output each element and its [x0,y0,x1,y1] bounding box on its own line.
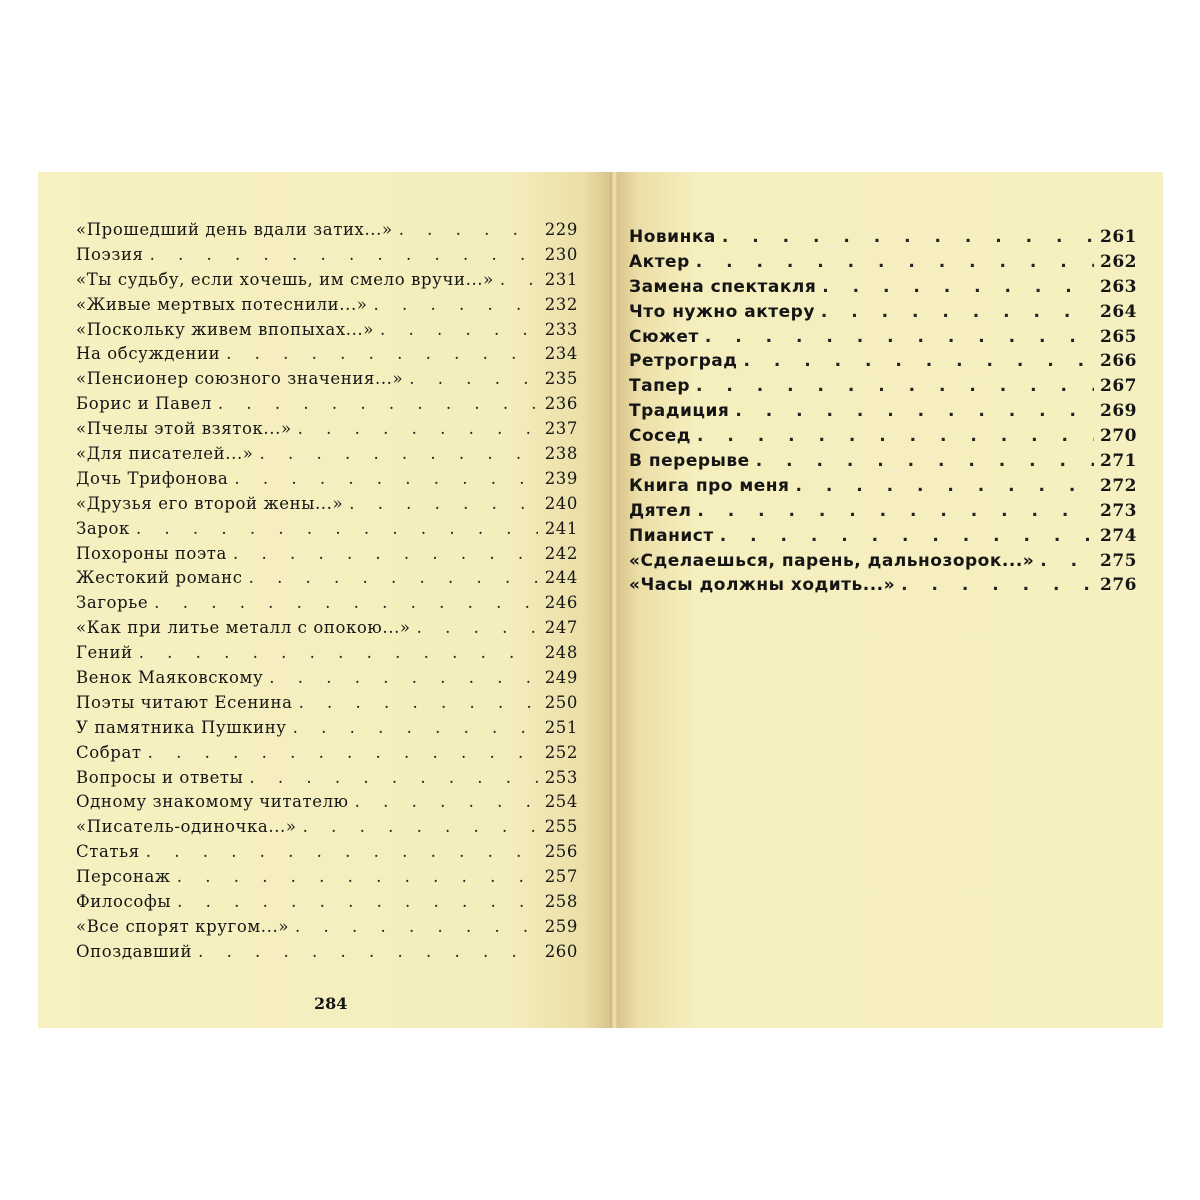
toc-entry-title: Философы [76,892,172,912]
toc-entry-title: «Все спорят кругом...» [76,916,290,936]
toc-entry-page: 276 [1100,575,1137,596]
toc-entry [76,915,578,940]
dot-leader [269,666,538,691]
dot-leader [233,542,538,567]
dot-leader [146,840,538,865]
dot-leader [249,566,538,591]
toc-entry-title: Книга про меня [629,475,790,496]
toc-entry [629,499,1137,524]
toc-entry-page: 255 [544,817,578,837]
toc-entry-title: Замена спектакля [629,276,817,297]
toc-entry-page: 238 [544,444,578,464]
dot-leader [148,741,538,766]
toc-entry-page: 264 [1100,301,1137,322]
toc-entry [76,591,578,616]
toc-entry-page: 251 [544,717,578,737]
toc-entry [629,275,1137,300]
right-page [617,172,1163,1028]
dot-leader [722,225,1094,250]
toc-list-right [629,225,1137,598]
toc-entry-page: 230 [544,244,578,264]
toc-entry-page: 252 [544,742,578,762]
dot-leader [303,815,538,840]
toc-entry-page: 232 [544,294,578,314]
toc-entry-page: 274 [1100,525,1137,546]
dot-leader [293,716,538,741]
toc-entry [76,342,578,367]
toc-entry-title: Гений [76,643,133,663]
toc-entry-title: Дочь Трифонова [76,468,229,488]
toc-entry-page: 270 [1100,426,1137,447]
toc-entry [76,318,578,343]
dot-leader [259,442,538,467]
toc-entry-title: Сосед [629,426,691,447]
dot-leader [299,691,538,716]
toc-entry-page: 265 [1100,326,1137,347]
toc-entry [629,449,1137,474]
toc-entry-page: 262 [1100,251,1137,272]
toc-entry-page: 241 [544,518,578,538]
dot-leader [697,499,1094,524]
dot-leader [226,342,538,367]
dot-leader [154,591,538,616]
toc-entry [76,442,578,467]
toc-entry-title: Статья [76,842,140,862]
toc-entry-page: 273 [1100,500,1137,521]
toc-entry [76,790,578,815]
toc-entry-page: 233 [544,319,578,339]
toc-entry-page: 248 [544,643,578,663]
toc-entry-title: Вопросы и ответы [76,767,244,787]
toc-entry-title: Пианист [629,525,714,546]
dot-leader [295,915,538,940]
toc-entry [629,349,1137,374]
toc-entry [76,392,578,417]
dot-leader [696,374,1094,399]
toc-entry-page: 256 [544,842,578,862]
toc-entry-title: «Для писателей...» [76,444,254,464]
toc-entry-title: Поэзия [76,244,144,264]
toc-entry [76,766,578,791]
toc-entry-page: 253 [544,767,578,787]
toc-entry-title: Загорье [76,593,149,613]
toc-entry-page: 237 [544,419,578,439]
dot-leader [249,766,538,791]
toc-entry [76,243,578,268]
toc-entry-title: Что нужно актеру [629,301,815,322]
dot-leader [417,616,538,641]
toc-entry-title: Ретроград [629,351,738,372]
toc-entry [76,741,578,766]
dot-leader [1040,549,1094,574]
toc-entry-title: «Поскольку живем впопыхах...» [76,319,374,339]
dot-leader [696,250,1094,275]
toc-entry [76,293,578,318]
toc-entry [76,467,578,492]
dot-leader [355,790,538,815]
toc-entry-title: Тапер [629,376,691,397]
toc-entry-title: Зарок [76,518,130,538]
dot-leader [821,300,1094,325]
toc-entry [76,542,578,567]
toc-entry-page: 246 [544,593,578,613]
dot-leader [500,268,538,293]
toc-entry-page: 229 [544,220,578,239]
toc-entry-page: 275 [1100,550,1137,571]
toc-entry-title: «Живые мертвых потеснили...» [76,294,368,314]
toc-entry-page: 261 [1100,227,1137,247]
dot-leader [901,573,1094,598]
dot-leader [380,318,538,343]
toc-entry [76,218,578,243]
toc-entry [629,225,1137,250]
toc-entry-title: «Друзья его второй жены...» [76,493,344,513]
toc-entry-page: 244 [544,568,578,588]
dot-leader [349,492,538,517]
toc-entry-page: 249 [544,668,578,688]
toc-entry-title: Опоздавший [76,941,193,961]
dot-leader [177,865,538,890]
dot-leader [298,417,538,442]
toc-entry [629,325,1137,350]
toc-entry [76,716,578,741]
toc-entry-title: Жестокий романс [76,568,243,588]
toc-entry-title: Поэты читают Есенина [76,692,293,712]
toc-entry [629,399,1137,424]
toc-list-left [76,218,578,965]
toc-entry-title: Новинка [629,227,716,247]
toc-entry-title: В перерыве [629,451,750,472]
toc-entry-title: У памятника Пушкину [76,717,287,737]
toc-entry-page: 239 [544,468,578,488]
toc-entry-page: 260 [544,941,578,961]
toc-entry [629,524,1137,549]
toc-entry [76,417,578,442]
toc-entry [629,549,1137,574]
toc-entry [629,374,1137,399]
toc-entry-page: 236 [544,394,578,414]
dot-leader [756,449,1094,474]
toc-entry-page: 259 [544,916,578,936]
toc-entry-page: 266 [1100,351,1137,372]
toc-entry [76,517,578,542]
dot-leader [399,218,538,243]
dot-leader [735,399,1094,424]
dot-leader [822,275,1094,300]
toc-entry-title: «Как при литье металл с опокою...» [76,618,411,638]
toc-entry-page: 271 [1100,451,1137,472]
toc-entry-title: Венок Маяковскому [76,668,264,688]
toc-entry [76,367,578,392]
dot-leader [705,325,1094,350]
toc-entry-title: Дятел [629,500,692,521]
toc-entry-title: Сюжет [629,326,699,347]
toc-entry [629,424,1137,449]
toc-entry-page: 231 [544,269,578,289]
toc-entry [76,616,578,641]
toc-entry-page: 240 [544,493,578,513]
toc-entry-title: Похороны поэта [76,543,227,563]
toc-entry-page: 235 [544,369,578,389]
dot-leader [177,890,538,915]
toc-entry [76,566,578,591]
toc-entry [76,641,578,666]
toc-entry [629,573,1137,598]
toc-entry-title: «Прошедший день вдали затих...» [76,220,393,239]
toc-entry-title: Персонаж [76,867,171,887]
page-number: 284 [314,994,348,1013]
toc-entry [76,840,578,865]
dot-leader [409,367,538,392]
dot-leader [136,517,538,542]
toc-entry [76,666,578,691]
toc-entry-page: 267 [1100,376,1137,397]
toc-entry-title: «Сделаешься, парень, дальнозорок...» [629,550,1035,571]
toc-entry [76,691,578,716]
toc-entry-page: 258 [544,892,578,912]
toc-entry [76,940,578,965]
toc-entry-title: Борис и Павел [76,394,212,414]
dot-leader [139,641,538,666]
toc-entry [76,268,578,293]
dot-leader [198,940,538,965]
toc-entry-page: 257 [544,867,578,887]
toc-entry-title: Собрат [76,742,142,762]
toc-entry-title: «Пенсионер союзного значения...» [76,369,404,389]
toc-entry-page: 263 [1100,276,1137,297]
toc-entry-title: «Часы должны ходить...» [629,575,896,596]
toc-entry-title: Одному знакомому читателю [76,792,349,812]
dot-leader [218,392,538,417]
toc-entry [76,492,578,517]
dot-leader [697,424,1094,449]
dot-leader [795,474,1094,499]
toc-entry-title: Традиция [629,401,730,422]
dot-leader [150,243,538,268]
toc-entry-page: 234 [544,344,578,364]
toc-entry-title: «Ты судьбу, если хочешь, им смело вручи...» [76,269,494,289]
toc-entry [76,865,578,890]
toc-entry [629,250,1137,275]
toc-entry-page: 254 [544,792,578,812]
toc-entry-title: Актер [629,251,690,272]
toc-entry-page: 242 [544,543,578,563]
dot-leader [743,349,1094,374]
toc-entry-title: «Пчелы этой взяток...» [76,419,292,439]
toc-entry-title: «Писатель-одиночка...» [76,817,297,837]
toc-entry-title: На обсуждении [76,344,221,364]
left-page [38,172,612,1028]
toc-entry-page: 269 [1100,401,1137,422]
dot-leader [234,467,538,492]
dot-leader [374,293,539,318]
toc-entry [629,474,1137,499]
toc-entry-page: 272 [1100,475,1137,496]
dot-leader [720,524,1094,549]
toc-entry [629,300,1137,325]
toc-entry [76,815,578,840]
toc-entry-page: 247 [544,618,578,638]
toc-entry-page: 250 [544,692,578,712]
toc-entry [76,890,578,915]
